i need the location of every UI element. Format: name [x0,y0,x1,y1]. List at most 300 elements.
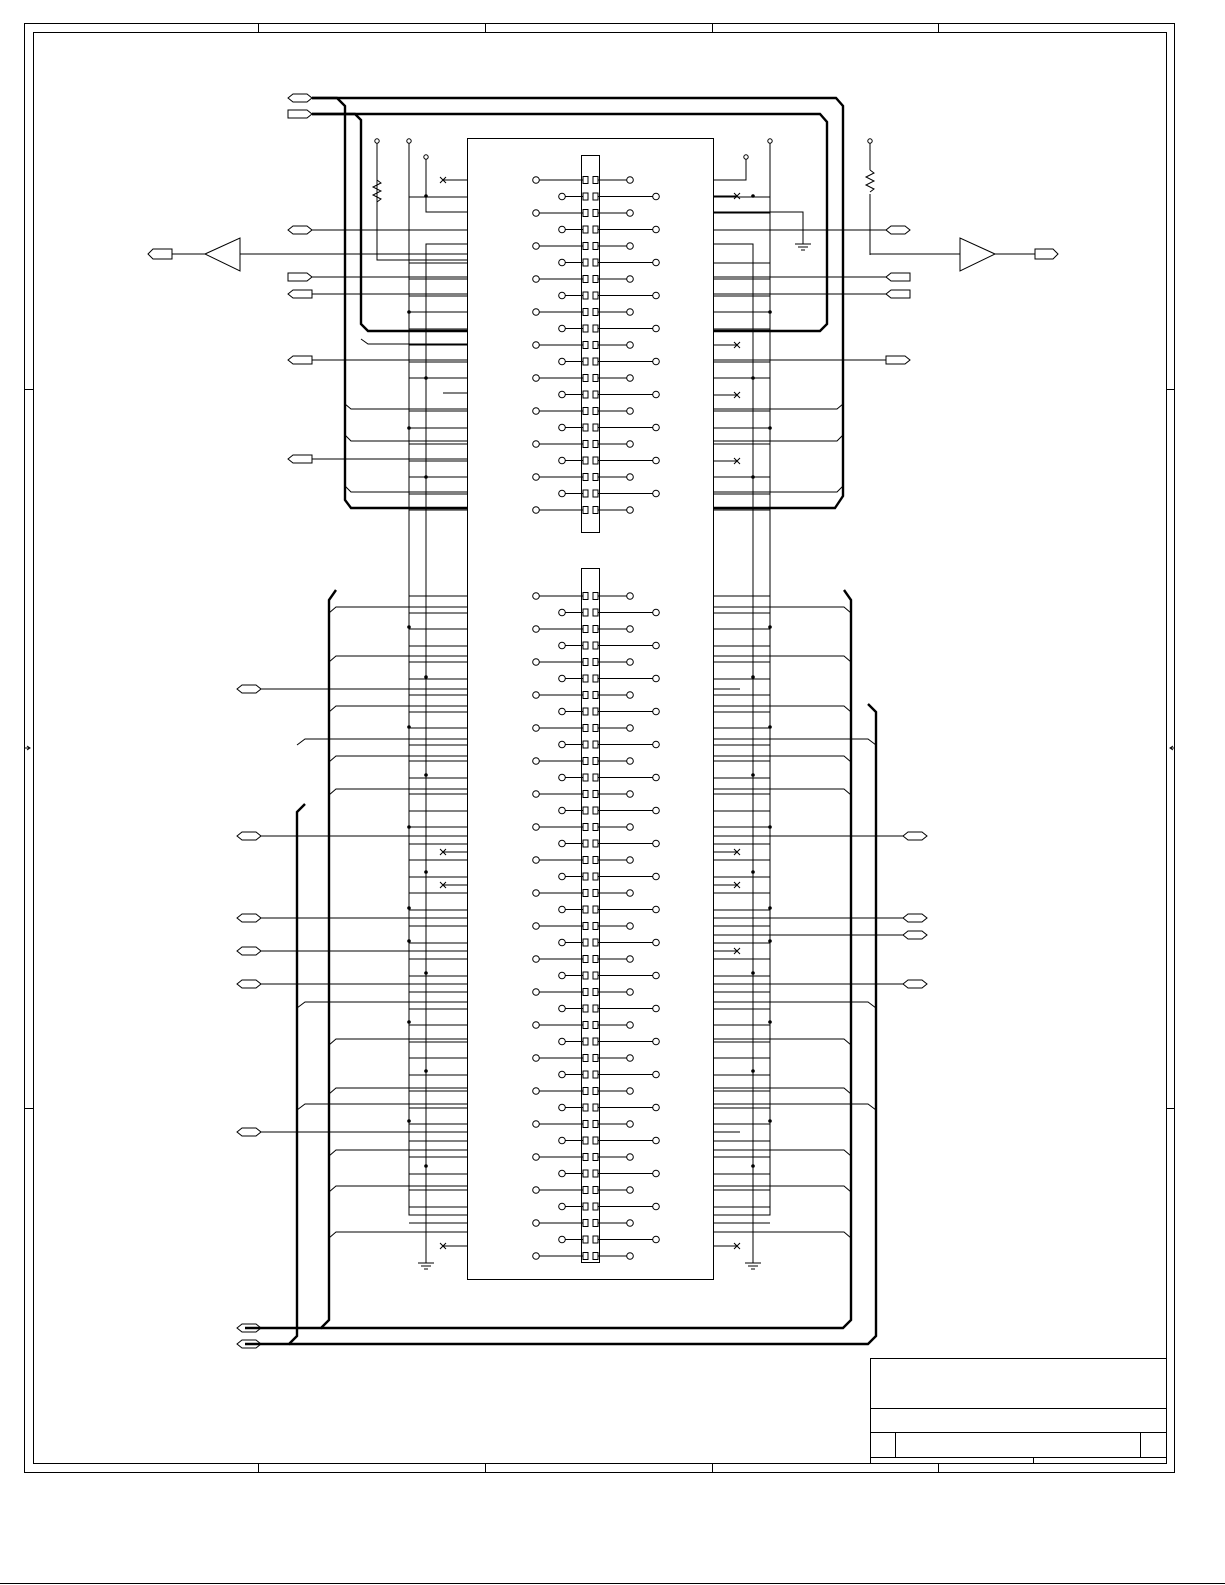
pin-pad [627,1121,634,1128]
buffer-triangle-right [960,238,995,271]
sheet-frame [0,24,1225,1584]
offpage-port [237,1128,261,1136]
pin-pad [653,1071,660,1078]
pin-contact [583,342,588,349]
pin-pad [559,1203,566,1210]
pin-pad [559,906,566,913]
pin-contact [593,989,598,996]
pin-pad [627,408,634,415]
pin-contact [593,424,598,431]
pin-contact [583,1253,588,1260]
pin-pad [559,972,566,979]
no-connect-markers [440,177,740,1249]
junction-dot [407,939,411,943]
pin-pad [627,593,634,600]
pin-contact [593,956,598,963]
junction-dot [768,625,772,629]
pin-pad [653,1137,660,1144]
junction-dot [751,971,755,975]
pin-pad [627,1220,634,1227]
pin-pad [653,292,660,299]
pin-contact [593,1121,598,1128]
pin-pad [559,325,566,332]
pin-pad [533,243,540,250]
junction-dot [768,426,772,430]
pin-pad [559,391,566,398]
pullup-terminal [768,139,772,143]
pin-contact [583,923,588,930]
pin-contact [593,725,598,732]
pin-contact [583,1154,588,1161]
pin-pad [653,1170,660,1177]
pin-contact [593,972,598,979]
ground-symbol [418,1263,434,1269]
title-block-frame [871,1359,1167,1464]
junction-dot [424,194,428,198]
pin-pad [627,243,634,250]
connector-lower-pins [533,593,660,1260]
pin-pad [533,890,540,897]
bus-tap [329,706,467,712]
pin-contact [593,791,598,798]
pin-contact [583,1236,588,1243]
pin-contact [583,609,588,616]
pin-pad [627,1088,634,1095]
pin-contact [583,791,588,798]
pin-contact [583,626,588,633]
pin-contact [583,391,588,398]
pin-pad [533,758,540,765]
junction-dot [768,939,772,943]
pin-pad [653,490,660,497]
pin-pad [533,857,540,864]
pin-pad [533,507,540,514]
pin-pad [653,642,660,649]
junction-dot [751,376,755,380]
bus-tap [329,1150,467,1156]
bus-tap [329,1186,467,1192]
offpage-port [288,290,312,298]
pin-contact [593,840,598,847]
pin-pad [533,474,540,481]
pin-contact [593,177,598,184]
junction-dot [407,906,411,910]
pin-contact [583,1137,588,1144]
pin-pad [533,956,540,963]
pin-pad [627,309,634,316]
pin-pad [559,939,566,946]
junction-dot [424,773,428,777]
pin-pad [533,659,540,666]
left-outer-rail [409,139,467,1215]
pin-contact [583,741,588,748]
pin-contact [583,408,588,415]
pin-contact [593,408,598,415]
junction-dot [768,310,772,314]
pin-contact [593,807,598,814]
pin-contact [583,708,588,715]
pin-pad [627,659,634,666]
pin-pad [533,725,540,732]
pin-contact [593,243,598,250]
junction-dot [407,1020,411,1024]
pin-pad [627,923,634,930]
rail-junctions [407,194,772,1168]
pin-contact [593,259,598,266]
right-net-lines [713,197,770,1223]
pin-pad [533,692,540,699]
pin-contact [593,490,598,497]
junction-dot [407,825,411,829]
junction-dot [407,625,411,629]
offpage-port [237,914,261,922]
junction-dot [768,1119,772,1123]
junction-dot [424,1164,428,1168]
pin-pad [653,675,660,682]
pin-contact [583,1055,588,1062]
pin-pad [653,708,660,715]
pin-contact [593,593,598,600]
pin-pad [559,609,566,616]
pin-contact [593,626,598,633]
pin-contact [583,972,588,979]
junction-dot [751,1069,755,1073]
ground-symbol [745,1263,761,1269]
pin-pad [653,226,660,233]
pin-pad [653,457,660,464]
pin-pad [533,408,540,415]
pin-contact [593,708,598,715]
pin-contact [583,939,588,946]
junction-dot [768,725,772,729]
pin-pad [533,210,540,217]
pullup-terminal [868,139,872,143]
pin-pad [559,642,566,649]
junction-dot [751,675,755,679]
pin-contact [583,1038,588,1045]
bus-tap [713,607,851,613]
pin-contact [593,758,598,765]
pin-contact [593,193,598,200]
pin-pad [627,1022,634,1029]
offpage-port [903,931,927,939]
pin-pad [559,193,566,200]
pin-pad [533,1154,540,1161]
right-inner-rail [713,244,753,1263]
pin-pad [627,1055,634,1062]
pin-pad [533,1121,540,1128]
pin-contact [583,989,588,996]
offpage-port [288,455,312,463]
pin-pad [627,989,634,996]
pullup-terminal [407,139,411,143]
junction-dot [424,675,428,679]
pin-pad [559,424,566,431]
port-right-buffer-out [1035,249,1058,259]
lower-bus-lines [245,590,876,1344]
pin-pad [533,1220,540,1227]
pin-contact [593,507,598,514]
pin-pad [627,276,634,283]
resistor-right [866,170,874,192]
pin-contact [593,1038,598,1045]
pin-contact [583,210,588,217]
pin-contact [593,1088,598,1095]
pin-contact [583,276,588,283]
pin-contact [593,1104,598,1111]
pin-pad [559,1137,566,1144]
pin-pad [559,807,566,814]
pullup-terminals [375,139,872,159]
pin-contact [593,1253,598,1260]
pin-pad [653,840,660,847]
pin-pad [559,741,566,748]
pin-pad [559,490,566,497]
pin-contact [593,1005,598,1012]
pin-contact [583,375,588,382]
pin-pad [559,292,566,299]
pin-contact [583,593,588,600]
pin-pad [627,1187,634,1194]
pin-contact [583,457,588,464]
pin-contact [593,1022,598,1029]
junction-dot [751,773,755,777]
pin-pad [533,177,540,184]
pin-pad [627,692,634,699]
bus-tap [297,1104,467,1110]
pin-contact [583,725,588,732]
bus-tap [713,706,851,712]
pin-contact [583,758,588,765]
bus-tap [329,607,467,613]
connector-upper-pins [533,177,660,514]
pin-pad [533,1055,540,1062]
pin-pad [627,210,634,217]
pin-pad [559,774,566,781]
offpage-port [886,226,910,234]
pin-pad [533,375,540,382]
pin-pad [559,1071,566,1078]
pin-contact [583,292,588,299]
pin-contact [583,840,588,847]
pin-contact [593,857,598,864]
pin-contact [593,1055,598,1062]
pin-pad [653,193,660,200]
bus-tap [329,1232,467,1238]
port-left-buffer-out [148,249,172,259]
pin-pad [653,774,660,781]
pin-pad [627,824,634,831]
pin-contact [583,692,588,699]
bus-tap [713,656,851,662]
pin-pad [627,857,634,864]
pin-contact [593,309,598,316]
pin-contact [593,391,598,398]
pin-contact [583,873,588,880]
offpage-port [903,914,927,922]
pin-pad [653,741,660,748]
pin-contact [583,474,588,481]
pin-contact [593,675,598,682]
pin-pad [559,873,566,880]
bus-tap [713,1232,851,1238]
pin-pad [653,939,660,946]
pin-pad [627,791,634,798]
pin-contact [583,243,588,250]
bus-tap [329,656,467,662]
pin-pad [533,791,540,798]
pin-contact [583,1187,588,1194]
pin-pad [533,1187,540,1194]
pin-pad [533,1088,540,1095]
pin-pad [653,873,660,880]
junction-dot [751,1164,755,1168]
pin-contact [593,474,598,481]
pin-contact [593,441,598,448]
offpage-port [903,980,927,988]
pin-contact [583,1088,588,1095]
pin-contact [593,325,598,332]
pin-pad [653,1236,660,1243]
pin-pad [627,890,634,897]
pin-pad [533,342,540,349]
right-buffer [870,238,1058,271]
junction-dot [424,1069,428,1073]
pin-contact [593,358,598,365]
junction-dot [424,475,428,479]
pin-pad [627,626,634,633]
connector-body [468,139,714,1280]
pin-pad [559,1170,566,1177]
pin-contact [583,956,588,963]
pin-contact [583,1203,588,1210]
pin-pad [559,259,566,266]
bus-tap [713,1150,851,1156]
junction-dot [751,194,755,198]
pin-contact [583,259,588,266]
pin-contact [593,226,598,233]
pin-contact [593,1170,598,1177]
pin-contact [593,939,598,946]
pin-contact [583,441,588,448]
pin-contact [583,807,588,814]
pin-contact [593,890,598,897]
pin-pad [627,1253,634,1260]
offpage-port [288,226,312,234]
pullup-terminal [744,155,748,159]
pin-contact [583,824,588,831]
offpage-port [886,290,910,298]
pin-contact [593,906,598,913]
pin-pad [627,956,634,963]
right-outer-rail [713,139,770,1215]
pin-contact [593,642,598,649]
pin-pad [627,177,634,184]
pin-contact [583,675,588,682]
pin-contact [593,1154,598,1161]
junction-dot [768,1020,772,1024]
offpage-port [237,832,261,840]
pin-contact [583,1071,588,1078]
upper-bus-lines [312,98,843,508]
pin-contact [583,358,588,365]
pin-pad [653,358,660,365]
offpage-port [237,685,261,693]
offpage-port [886,273,910,281]
pin-contact [583,1121,588,1128]
pin-contact [583,642,588,649]
pin-contact [593,342,598,349]
pin-contact [583,774,588,781]
pin-contact [593,692,598,699]
pin-contact [593,774,598,781]
pin-contact [583,857,588,864]
pin-contact [583,890,588,897]
junction-dot [407,426,411,430]
pin-contact [583,1005,588,1012]
junction-dot [424,870,428,874]
power-rails [377,139,803,1263]
pin-contact [593,923,598,930]
pin-pad [533,593,540,600]
pin-pad [559,226,566,233]
pin-pad [627,375,634,382]
junction-dot [768,906,772,910]
pin-contact [583,659,588,666]
offpage-port [288,94,312,102]
pin-contact [593,1071,598,1078]
offpage-port [288,110,312,118]
pin-contact [593,210,598,217]
pin-pad [533,989,540,996]
pin-pad [533,309,540,316]
pin-contact [583,193,588,200]
pin-contact [593,741,598,748]
pin-pad [533,276,540,283]
pin-contact [593,1236,598,1243]
title-block [870,1359,1167,1465]
pin-contact [583,1170,588,1177]
pin-contact [593,1203,598,1210]
offpage-port [288,273,312,281]
pin-pad [627,342,634,349]
pin-pad [653,1104,660,1111]
pin-contact [593,276,598,283]
pin-pad [559,457,566,464]
pin-contact [593,1187,598,1194]
pin-pad [627,1154,634,1161]
pin-contact [583,507,588,514]
pin-contact [593,292,598,299]
pin-pad [653,1005,660,1012]
pin-pad [559,1236,566,1243]
pin-pad [559,1005,566,1012]
pin-pad [653,972,660,979]
offpage-port [886,356,910,364]
pin-contact [583,490,588,497]
junction-dot [768,825,772,829]
pin-pad [653,259,660,266]
pin-pad [533,1253,540,1260]
junction-dot [751,870,755,874]
pin-pad [627,507,634,514]
pin-contact [593,873,598,880]
pin-contact [583,1104,588,1111]
left-net-lines [409,197,467,1223]
junction-dot [751,475,755,479]
pin-pad [653,807,660,814]
pin-pad [653,609,660,616]
